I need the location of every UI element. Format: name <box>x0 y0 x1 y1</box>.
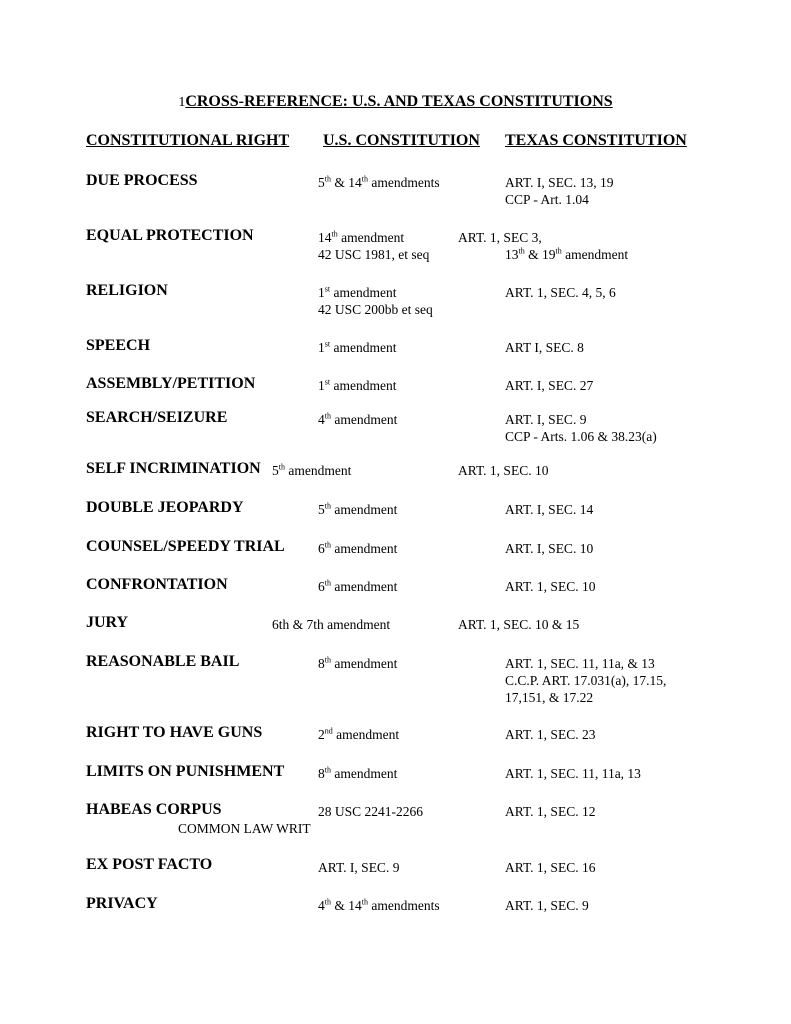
us-due-process: 5th & 14th amendments <box>318 174 440 190</box>
right-to-have-guns: RIGHT TO HAVE GUNS <box>86 724 263 741</box>
us-equal-protection: 14th amendment 42 USC 1981, et seq <box>318 229 430 262</box>
right-habeas-corpus: HABEAS CORPUS <box>86 801 222 818</box>
us-religion: 1st amendment 42 USC 200bb et seq <box>318 284 433 317</box>
header-constitutional-right: CONSTITUTIONAL RIGHT <box>86 132 290 149</box>
us-counsel-speedy-trial: 6th amendment <box>318 540 398 556</box>
right-reasonable-bail: REASONABLE BAIL <box>86 653 240 670</box>
right-double-jeopardy: DOUBLE JEOPARDY <box>86 499 244 516</box>
right-equal-protection: EQUAL PROTECTION <box>86 227 254 244</box>
footnote-number: 1 <box>178 95 186 110</box>
tx-double-jeopardy: ART. I, SEC. 14 <box>505 502 594 517</box>
us-limits-on-punishment: 8th amendment <box>318 765 398 781</box>
right-assembly-petition: ASSEMBLY/PETITION <box>86 375 256 392</box>
tx-habeas-corpus: ART. 1, SEC. 12 <box>505 804 596 819</box>
us-jury: 6th & 7th amendment <box>272 617 391 632</box>
tx-speech: ART I, SEC. 8 <box>505 340 584 355</box>
habeas-corpus-note: COMMON LAW WRIT <box>178 821 311 836</box>
tx-privacy: ART. 1, SEC. 9 <box>505 898 589 913</box>
right-search-seizure: SEARCH/SEIZURE <box>86 409 228 426</box>
tx-search-seizure: ART. I, SEC. 9 CCP - Arts. 1.06 & 38.23(a) <box>505 412 657 444</box>
us-search-seizure: 4th amendment <box>318 411 398 427</box>
right-confrontation: CONFRONTATION <box>86 576 228 593</box>
right-speech: SPEECH <box>86 337 151 354</box>
page-title <box>0 93 791 111</box>
us-assembly-petition: 1st amendment <box>318 377 397 393</box>
right-counsel-speedy-trial: COUNSEL/SPEEDY TRIAL <box>86 538 285 555</box>
us-self-incrimination: 5th amendment <box>272 462 352 478</box>
tx-ex-post-facto: ART. 1, SEC. 16 <box>505 860 596 875</box>
right-self-incrimination: SELF INCRIMINATION <box>86 460 261 477</box>
header-texas-constitution: TEXAS CONSTITUTION <box>505 132 687 149</box>
tx-self-incrimination: ART. 1, SEC. 10 <box>458 463 549 478</box>
right-religion: RELIGION <box>86 282 168 299</box>
right-jury: JURY <box>86 614 129 631</box>
tx-equal-protection: ART. 1, SEC 3, <box>458 230 542 245</box>
tx-due-process: ART. I, SEC. 13, 19 CCP - Art. 1.04 <box>505 175 614 207</box>
right-limits-on-punishment: LIMITS ON PUNISHMENT <box>86 763 285 780</box>
us-right-to-have-guns: 2nd amendment <box>318 726 400 742</box>
tx-religion: ART. 1, SEC. 4, 5, 6 <box>505 285 616 300</box>
header-us-constitution: U.S. CONSTITUTION <box>323 132 480 149</box>
tx-counsel-speedy-trial: ART. I, SEC. 10 <box>505 541 594 556</box>
right-due-process: DUE PROCESS <box>86 172 198 189</box>
us-speech: 1st amendment <box>318 339 397 355</box>
us-confrontation: 6th amendment <box>318 578 398 594</box>
us-reasonable-bail: 8th amendment <box>318 655 398 671</box>
right-privacy: PRIVACY <box>86 895 158 912</box>
tx-reasonable-bail: ART. 1, SEC. 11, 11a, & 13 C.C.P. ART. 17.031(a), 17.15, 17,151, & 17.22 <box>505 656 667 705</box>
tx-right-to-have-guns: ART. 1, SEC. 23 <box>505 727 596 742</box>
tx-jury: ART. 1, SEC. 10 & 15 <box>458 617 580 632</box>
us-double-jeopardy: 5th amendment <box>318 501 398 517</box>
us-habeas-corpus: 28 USC 2241-2266 <box>318 804 424 819</box>
tx-equal-protection-line2: 13th & 19th amendment <box>505 246 629 262</box>
us-ex-post-facto: ART. I, SEC. 9 <box>318 860 400 875</box>
title-text: CROSS-REFERENCE: U.S. AND TEXAS CONSTITUTIONS <box>185 93 613 110</box>
tx-assembly-petition: ART. I, SEC. 27 <box>505 378 594 393</box>
us-privacy: 4th & 14th amendments <box>318 897 440 913</box>
tx-confrontation: ART. 1, SEC. 10 <box>505 579 596 594</box>
right-ex-post-facto: EX POST FACTO <box>86 856 213 873</box>
tx-limits-on-punishment: ART. 1, SEC. 11, 11a, 13 <box>505 766 641 781</box>
